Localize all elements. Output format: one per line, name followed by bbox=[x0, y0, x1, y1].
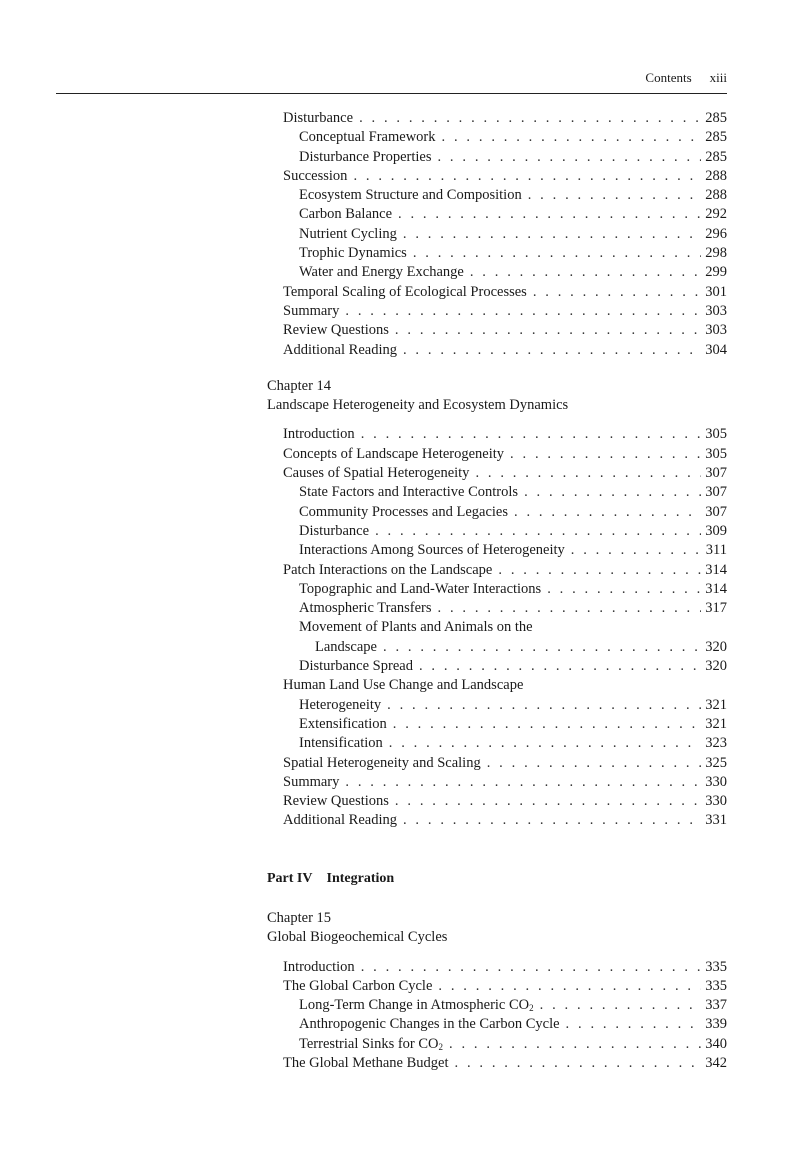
toc-entry-title: Disturbance Properties bbox=[299, 148, 432, 165]
toc-entry-title: Human Land Use Change and Landscape bbox=[283, 677, 524, 694]
toc-entry-title: The Global Methane Budget bbox=[283, 1055, 449, 1072]
dot-leader bbox=[566, 1015, 701, 1034]
toc-entry-title: Conceptual Framework bbox=[299, 129, 436, 146]
toc-page-number: 285 bbox=[705, 148, 727, 165]
chapter-number: Chapter 14 bbox=[267, 377, 332, 394]
toc-entry bbox=[267, 503, 727, 522]
toc-entry bbox=[267, 599, 727, 618]
toc-page-number: 321 bbox=[705, 715, 727, 732]
chapter-title: Landscape Heterogeneity and Ecosystem Dynamics bbox=[267, 397, 569, 414]
toc-page-number: 296 bbox=[705, 225, 727, 242]
toc-entry bbox=[267, 483, 727, 502]
toc-entry-title: Causes of Spatial Heterogeneity bbox=[283, 465, 470, 482]
toc-entry bbox=[267, 1054, 727, 1073]
dot-leader bbox=[571, 541, 701, 560]
toc-entry bbox=[267, 445, 727, 464]
toc-entry bbox=[267, 167, 727, 186]
toc-entry bbox=[267, 811, 727, 830]
toc-entry bbox=[267, 638, 727, 657]
toc-entry-title: Anthropogenic Changes in the Carbon Cycle bbox=[299, 1016, 560, 1033]
toc-page-number: 320 bbox=[705, 638, 727, 655]
dot-leader bbox=[455, 1054, 702, 1073]
toc-page-number: 314 bbox=[705, 561, 727, 578]
dot-leader bbox=[403, 341, 701, 360]
toc-entry-title: Atmospheric Transfers bbox=[299, 600, 432, 617]
toc-entry bbox=[267, 676, 727, 695]
toc-entry bbox=[267, 977, 727, 996]
toc-entry bbox=[267, 341, 727, 360]
toc-entry bbox=[267, 734, 727, 753]
toc-section-chapter13-continued bbox=[267, 109, 727, 360]
table-of-contents bbox=[267, 109, 727, 1073]
dot-leader bbox=[403, 225, 701, 244]
dot-leader bbox=[359, 109, 701, 128]
toc-entry-title: Patch Interactions on the Landscape bbox=[283, 561, 493, 578]
dot-leader bbox=[475, 464, 701, 483]
dot-leader bbox=[528, 186, 701, 205]
dot-leader bbox=[442, 128, 701, 147]
dot-leader bbox=[547, 580, 701, 599]
toc-entry bbox=[267, 580, 727, 599]
toc-entry bbox=[267, 958, 727, 977]
running-head-section: Contents bbox=[645, 70, 692, 85]
toc-page-number: 303 bbox=[705, 322, 727, 339]
dot-leader bbox=[524, 483, 701, 502]
toc-entry-title: Intensification bbox=[299, 735, 383, 752]
toc-entry-title: Disturbance bbox=[283, 110, 354, 126]
toc-entry-title: Extensification bbox=[299, 715, 387, 732]
toc-entry bbox=[267, 996, 727, 1015]
toc-page-number: 342 bbox=[705, 1055, 727, 1072]
toc-entry bbox=[267, 792, 727, 811]
dot-leader bbox=[510, 445, 701, 464]
dot-leader bbox=[540, 996, 701, 1015]
toc-entry-title: Temporal Scaling of Ecological Processes bbox=[283, 283, 527, 300]
toc-page-number: 301 bbox=[705, 283, 727, 300]
toc-entry-title: Succession bbox=[283, 167, 348, 184]
running-head bbox=[645, 70, 727, 86]
toc-entry-title: Review Questions bbox=[283, 322, 389, 339]
toc-page-number: 303 bbox=[705, 302, 727, 319]
toc-page-number: 323 bbox=[705, 735, 727, 752]
chapter-heading-14 bbox=[267, 377, 727, 416]
dot-leader bbox=[345, 773, 701, 792]
dot-leader bbox=[393, 715, 701, 734]
toc-page-number: 292 bbox=[705, 206, 727, 223]
toc-page-number: 340 bbox=[705, 1035, 727, 1052]
toc-entry bbox=[267, 522, 727, 541]
toc-page-number: 311 bbox=[705, 542, 727, 559]
toc-entry-title: Heterogeneity bbox=[299, 696, 382, 713]
toc-entry bbox=[267, 464, 727, 483]
toc-entry bbox=[267, 696, 727, 715]
toc-entry-title: Community Processes and Legacies bbox=[299, 503, 508, 520]
toc-entry-title: Trophic Dynamics bbox=[299, 245, 407, 262]
toc-page-number: 309 bbox=[705, 522, 727, 539]
dot-leader bbox=[395, 792, 701, 811]
toc-entry bbox=[267, 283, 727, 302]
toc-entry bbox=[267, 715, 727, 734]
toc-page-number: 305 bbox=[705, 426, 727, 443]
toc-entry-title: Ecosystem Structure and Composition bbox=[299, 187, 522, 204]
toc-page-number: 325 bbox=[705, 754, 727, 771]
toc-entry-title: Spatial Heterogeneity and Scaling bbox=[283, 754, 481, 771]
dot-leader bbox=[375, 522, 701, 541]
toc-entry-title: Terrestrial Sinks for $CO_2$ bbox=[299, 1035, 444, 1052]
toc-entry bbox=[267, 321, 727, 340]
toc-page-number: 285 bbox=[705, 110, 727, 126]
toc-entry-title: The Global Carbon Cycle bbox=[283, 977, 433, 994]
toc-page-number: 285 bbox=[705, 129, 727, 146]
toc-entry-title: Introduction bbox=[283, 426, 355, 443]
toc-page-number: 305 bbox=[705, 445, 727, 462]
toc-entry-title: Long-Term Change in Atmospheric $CO_2$ bbox=[299, 997, 534, 1014]
toc-entry-title: Additional Reading bbox=[283, 341, 397, 358]
dot-leader bbox=[419, 657, 701, 676]
toc-entry-title: Landscape bbox=[315, 638, 377, 655]
toc-entry-title: Disturbance bbox=[299, 522, 370, 539]
toc-page-number: 314 bbox=[705, 580, 727, 597]
dot-leader bbox=[387, 696, 701, 715]
dot-leader bbox=[395, 321, 701, 340]
chapter-heading-15 bbox=[267, 909, 727, 948]
toc-entry bbox=[267, 205, 727, 224]
toc-page-number: 307 bbox=[705, 503, 727, 520]
toc-entry-title: Concepts of Landscape Heterogeneity bbox=[283, 445, 505, 462]
toc-entry bbox=[267, 541, 727, 560]
toc-entry bbox=[267, 128, 727, 147]
toc-page-number: 339 bbox=[705, 1016, 727, 1033]
toc-page-number: 298 bbox=[705, 245, 727, 262]
toc-entry bbox=[267, 754, 727, 773]
toc-entry-title: Carbon Balance bbox=[299, 206, 393, 223]
dot-leader bbox=[361, 425, 701, 444]
part-title: Integration bbox=[326, 870, 395, 886]
dot-leader bbox=[361, 958, 701, 977]
toc-page-number: 307 bbox=[705, 465, 727, 482]
toc-page-number: 337 bbox=[705, 997, 727, 1014]
toc-entry bbox=[267, 773, 727, 792]
toc-page-number: 331 bbox=[705, 812, 727, 829]
toc-entry-title: Additional Reading bbox=[283, 812, 397, 829]
toc-entry bbox=[267, 1035, 727, 1054]
dot-leader bbox=[403, 811, 701, 830]
toc-entry-title: Summary bbox=[283, 773, 340, 790]
dot-leader bbox=[383, 638, 701, 657]
dot-leader bbox=[353, 167, 701, 186]
chapter-number: Chapter 15 bbox=[267, 909, 332, 926]
toc-entry-title: Review Questions bbox=[283, 793, 389, 810]
toc-entry bbox=[267, 657, 727, 676]
dot-leader bbox=[389, 734, 701, 753]
toc-entry bbox=[267, 302, 727, 321]
page-number: xiii bbox=[709, 70, 727, 85]
toc-entry-title: Disturbance Spread bbox=[299, 658, 413, 675]
toc-page-number: 288 bbox=[705, 167, 727, 184]
dot-leader bbox=[533, 283, 701, 302]
toc-entry-title: Nutrient Cycling bbox=[299, 225, 397, 242]
toc-page-number: 288 bbox=[705, 187, 727, 204]
toc-entry bbox=[267, 244, 727, 263]
toc-page-number: 335 bbox=[705, 958, 727, 975]
toc-page-number: 317 bbox=[705, 600, 727, 617]
part-label: Part IV bbox=[267, 870, 313, 886]
toc-page-number: 335 bbox=[705, 977, 727, 994]
dot-leader bbox=[413, 244, 701, 263]
toc-entry bbox=[267, 109, 727, 128]
toc-page-number: 330 bbox=[705, 773, 727, 790]
dot-leader bbox=[498, 561, 701, 580]
toc-section-chapter15 bbox=[267, 958, 727, 1074]
dot-leader bbox=[345, 302, 701, 321]
dot-leader bbox=[438, 977, 701, 996]
toc-entry bbox=[267, 225, 727, 244]
header-rule bbox=[56, 93, 727, 94]
toc-entry-title: Summary bbox=[283, 302, 340, 319]
dot-leader bbox=[514, 503, 701, 522]
toc-page-number: 330 bbox=[705, 793, 727, 810]
toc-page-number: 320 bbox=[705, 658, 727, 675]
toc-entry bbox=[267, 263, 727, 282]
dot-leader bbox=[449, 1035, 701, 1054]
toc-page-number: 307 bbox=[705, 484, 727, 501]
toc-page-number: 304 bbox=[705, 341, 727, 358]
toc-entry-title: Interactions Among Sources of Heterogeneity bbox=[299, 542, 565, 559]
dot-leader bbox=[438, 599, 701, 618]
toc-entry bbox=[267, 618, 727, 637]
toc-page-number: 299 bbox=[705, 264, 727, 281]
dot-leader bbox=[470, 263, 701, 282]
toc-section-chapter14 bbox=[267, 425, 727, 830]
toc-entry-title: Introduction bbox=[283, 958, 355, 975]
dot-leader bbox=[398, 205, 701, 224]
dot-leader bbox=[437, 148, 701, 167]
toc-entry bbox=[267, 561, 727, 580]
toc-page-number: 321 bbox=[705, 696, 727, 713]
toc-entry-title: State Factors and Interactive Controls bbox=[299, 484, 519, 501]
part-heading bbox=[267, 869, 727, 888]
toc-entry bbox=[267, 186, 727, 205]
toc-entry-title: Movement of Plants and Animals on the bbox=[299, 619, 533, 636]
toc-entry-title: Topographic and Land-Water Interactions bbox=[299, 580, 542, 597]
dot-leader bbox=[487, 754, 701, 773]
toc-entry-title: Water and Energy Exchange bbox=[299, 264, 464, 281]
toc-entry bbox=[267, 1015, 727, 1034]
chapter-title: Global Biogeochemical Cycles bbox=[267, 929, 448, 946]
toc-entry bbox=[267, 148, 727, 167]
toc-entry bbox=[267, 425, 727, 444]
